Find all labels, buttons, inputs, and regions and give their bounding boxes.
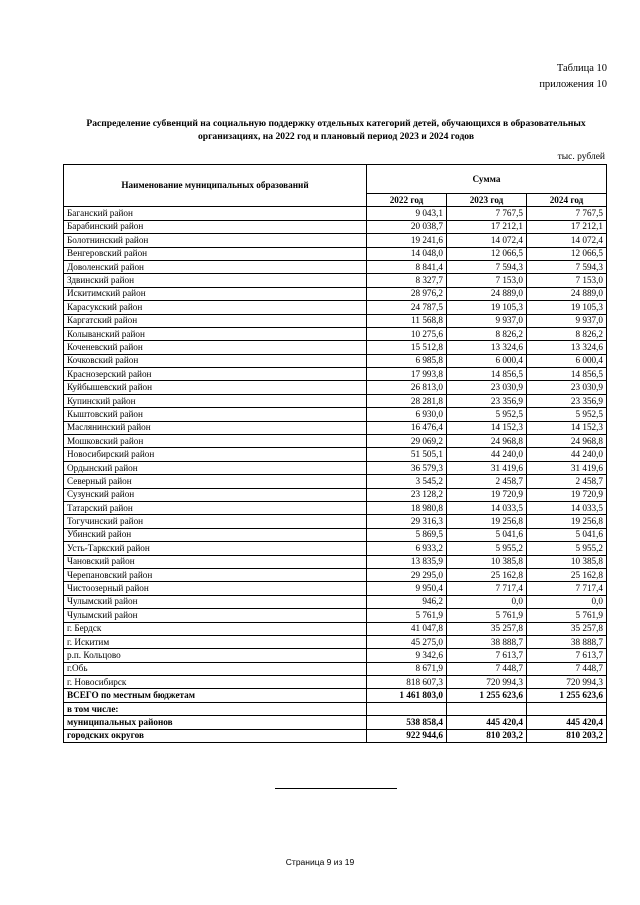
cell-2022: 19 241,6	[367, 234, 447, 247]
table-row	[64, 609, 607, 622]
cell-2023: 9 937,0	[447, 314, 527, 327]
cell-2024: 44 240,0	[527, 448, 607, 461]
urban-label: городских округов	[64, 729, 367, 742]
table-row	[64, 234, 607, 247]
cell-2023: 5 955,2	[447, 542, 527, 555]
municipal-label: муниципальных районов	[64, 716, 367, 729]
units-label: тыс. рублей	[557, 152, 605, 162]
cell-name: Татарский район	[64, 501, 367, 514]
column-header-2022: 2022 год	[367, 194, 447, 207]
cell-2022: 10 275,6	[367, 327, 447, 340]
cell-2024: 7 767,5	[527, 207, 607, 220]
cell-2023: 24 968,8	[447, 435, 527, 448]
cell-2022: 16 476,4	[367, 421, 447, 434]
cell-name: г. Бердск	[64, 622, 367, 635]
cell-2023: 5 952,5	[447, 408, 527, 421]
cell-2024: 7 613,7	[527, 649, 607, 662]
cell-2023: 19 256,8	[447, 515, 527, 528]
cell-2023: 31 419,6	[447, 461, 527, 474]
cell-name: Сузунский район	[64, 488, 367, 501]
table-row	[64, 287, 607, 300]
cell-2023: 14 856,5	[447, 368, 527, 381]
cell-2022: 13 835,9	[367, 555, 447, 568]
cell-2024: 7 717,4	[527, 582, 607, 595]
cell-2023: 14 072,4	[447, 234, 527, 247]
table-row	[64, 461, 607, 474]
cell-2022: 18 980,8	[367, 501, 447, 514]
cell-2023: 35 257,8	[447, 622, 527, 635]
table-row	[64, 274, 607, 287]
cell-2022: 51 505,1	[367, 448, 447, 461]
cell-2022: 17 993,8	[367, 368, 447, 381]
cell-2024: 6 000,4	[527, 354, 607, 367]
cell-name: Здвинский район	[64, 274, 367, 287]
cell-name: Доволенский район	[64, 260, 367, 273]
cell-2023: 38 888,7	[447, 635, 527, 648]
table-row	[64, 394, 607, 407]
cell-2023: 24 889,0	[447, 287, 527, 300]
cell-name: Барабинский район	[64, 220, 367, 233]
table-row	[64, 488, 607, 501]
cell-2022: 29 069,2	[367, 435, 447, 448]
cell-name: Кыштовский район	[64, 408, 367, 421]
cell-2022: 6 930,0	[367, 408, 447, 421]
table-row	[64, 475, 607, 488]
cell-name: Куйбышевский район	[64, 381, 367, 394]
table-row	[64, 542, 607, 555]
cell-name: Баганский район	[64, 207, 367, 220]
cell-name: г. Новосибирск	[64, 676, 367, 689]
cell-name: Кочковский район	[64, 354, 367, 367]
cell-2023: 17 212,1	[447, 220, 527, 233]
cell-2023: 13 324,6	[447, 341, 527, 354]
table-row	[64, 515, 607, 528]
cell-name: Новосибирский район	[64, 448, 367, 461]
cell-2024: 14 152,3	[527, 421, 607, 434]
cell-2024: 23 356,9	[527, 394, 607, 407]
footnote-separator	[275, 788, 397, 789]
municipal-2023: 445 420,4	[447, 716, 527, 729]
table-row	[64, 435, 607, 448]
cell-name: Ордынский район	[64, 461, 367, 474]
cell-2024: 19 105,3	[527, 301, 607, 314]
table-row	[64, 207, 607, 220]
urban-2024: 810 203,2	[527, 729, 607, 742]
cell-name: Усть-Таркский район	[64, 542, 367, 555]
cell-2023: 14 152,3	[447, 421, 527, 434]
cell-2024: 7 153,0	[527, 274, 607, 287]
cell-2023: 7 594,3	[447, 260, 527, 273]
cell-2022: 946,2	[367, 595, 447, 608]
cell-2023: 7 448,7	[447, 662, 527, 675]
table-row	[64, 354, 607, 367]
table-row	[64, 408, 607, 421]
cell-name: Венгеровский район	[64, 247, 367, 260]
municipal-2022: 538 858,4	[367, 716, 447, 729]
cell-2024: 31 419,6	[527, 461, 607, 474]
total-label: ВСЕГО по местным бюджетам	[64, 689, 367, 702]
cell-2024: 19 720,9	[527, 488, 607, 501]
table-row	[64, 676, 607, 689]
cell-2022: 26 813,0	[367, 381, 447, 394]
cell-2024: 38 888,7	[527, 635, 607, 648]
cell-2022: 9 043,1	[367, 207, 447, 220]
table-row	[64, 368, 607, 381]
cell-2022: 28 976,2	[367, 287, 447, 300]
cell-2024: 7 448,7	[527, 662, 607, 675]
table-row	[64, 622, 607, 635]
including-empty	[447, 702, 527, 715]
table-row	[64, 595, 607, 608]
table-row	[64, 635, 607, 648]
cell-2022: 14 048,0	[367, 247, 447, 260]
table-row	[64, 421, 607, 434]
table-row	[64, 582, 607, 595]
cell-2022: 29 295,0	[367, 568, 447, 581]
cell-2023: 6 000,4	[447, 354, 527, 367]
cell-name: Чановский район	[64, 555, 367, 568]
table-body	[64, 207, 607, 743]
table-row	[64, 555, 607, 568]
cell-name: Тогучинский район	[64, 515, 367, 528]
including-label: в том числе:	[64, 702, 367, 715]
table-row	[64, 381, 607, 394]
cell-2022: 5 869,5	[367, 528, 447, 541]
cell-2022: 818 607,3	[367, 676, 447, 689]
cell-2023: 14 033,5	[447, 501, 527, 514]
table-row	[64, 260, 607, 273]
cell-2024: 25 162,8	[527, 568, 607, 581]
cell-2024: 14 033,5	[527, 501, 607, 514]
including-empty	[367, 702, 447, 715]
cell-2023: 5 041,6	[447, 528, 527, 541]
cell-2024: 10 385,8	[527, 555, 607, 568]
cell-2024: 5 952,5	[527, 408, 607, 421]
cell-name: Чистоозерный район	[64, 582, 367, 595]
urban-2023: 810 203,2	[447, 729, 527, 742]
cell-name: Искитимский район	[64, 287, 367, 300]
cell-2022: 8 671,9	[367, 662, 447, 675]
table-row	[64, 662, 607, 675]
cell-2022: 3 545,2	[367, 475, 447, 488]
cell-name: Купинский район	[64, 394, 367, 407]
table-row	[64, 501, 607, 514]
cell-name: г. Искитим	[64, 635, 367, 648]
cell-2022: 28 281,8	[367, 394, 447, 407]
cell-2022: 45 275,0	[367, 635, 447, 648]
table-row	[64, 301, 607, 314]
cell-2022: 23 128,2	[367, 488, 447, 501]
cell-2024: 24 889,0	[527, 287, 607, 300]
cell-2022: 8 841,4	[367, 260, 447, 273]
total-2022: 1 461 803,0	[367, 689, 447, 702]
cell-name: Северный район	[64, 475, 367, 488]
subsidy-table	[63, 164, 607, 743]
cell-2022: 6 933,2	[367, 542, 447, 555]
cell-2022: 8 327,7	[367, 274, 447, 287]
table-row	[64, 568, 607, 581]
cell-name: Коченевский район	[64, 341, 367, 354]
cell-2023: 7 153,0	[447, 274, 527, 287]
municipal-2024: 445 420,4	[527, 716, 607, 729]
total-row	[64, 689, 607, 702]
cell-2023: 2 458,7	[447, 475, 527, 488]
document-title: Распределение субвенций на социальную поддержку отдельных категорий детей, обучающихся в образовательных организациях, на 2022 год и плановый период 2023 и 2024 годов	[86, 118, 586, 142]
cell-2024: 23 030,9	[527, 381, 607, 394]
cell-2022: 11 568,8	[367, 314, 447, 327]
table-row	[64, 448, 607, 461]
cell-name: Убинский район	[64, 528, 367, 541]
total-2023: 1 255 623,6	[447, 689, 527, 702]
cell-2023: 0,0	[447, 595, 527, 608]
cell-name: Краснозерский район	[64, 368, 367, 381]
cell-2023: 10 385,8	[447, 555, 527, 568]
table-row	[64, 247, 607, 260]
cell-name: Черепановский район	[64, 568, 367, 581]
cell-2024: 5 955,2	[527, 542, 607, 555]
cell-name: г.Обь	[64, 662, 367, 675]
table-row	[64, 314, 607, 327]
cell-name: Маслянинский район	[64, 421, 367, 434]
urban-2022: 922 944,6	[367, 729, 447, 742]
cell-2024: 5 761,9	[527, 609, 607, 622]
cell-2022: 41 047,8	[367, 622, 447, 635]
cell-name: Чулымский район	[64, 595, 367, 608]
column-header-sum: Сумма	[367, 165, 607, 194]
cell-2023: 44 240,0	[447, 448, 527, 461]
cell-2024: 7 594,3	[527, 260, 607, 273]
cell-2023: 7 767,5	[447, 207, 527, 220]
including-row	[64, 702, 607, 715]
page-number: Страница 9 из 19	[285, 857, 355, 867]
table-row	[64, 649, 607, 662]
table-row	[64, 528, 607, 541]
table-row	[64, 327, 607, 340]
total-2024: 1 255 623,6	[527, 689, 607, 702]
column-header-name: Наименование муниципальных образований	[64, 165, 367, 207]
cell-name: Болотнинский район	[64, 234, 367, 247]
cell-2023: 23 030,9	[447, 381, 527, 394]
cell-2022: 24 787,5	[367, 301, 447, 314]
column-header-2024: 2024 год	[527, 194, 607, 207]
cell-2023: 19 105,3	[447, 301, 527, 314]
cell-2023: 23 356,9	[447, 394, 527, 407]
cell-2023: 7 613,7	[447, 649, 527, 662]
urban-row	[64, 729, 607, 742]
cell-2022: 29 316,3	[367, 515, 447, 528]
column-header-2023: 2023 год	[447, 194, 527, 207]
cell-2023: 12 066,5	[447, 247, 527, 260]
appendix-number: приложения 10	[539, 79, 607, 90]
cell-2024: 12 066,5	[527, 247, 607, 260]
municipal-row	[64, 716, 607, 729]
cell-2024: 2 458,7	[527, 475, 607, 488]
cell-2022: 5 761,9	[367, 609, 447, 622]
cell-name: р.п. Кольцово	[64, 649, 367, 662]
including-empty	[527, 702, 607, 715]
table-number: Таблица 10	[556, 63, 607, 74]
cell-2023: 720 994,3	[447, 676, 527, 689]
cell-2023: 5 761,9	[447, 609, 527, 622]
cell-2024: 8 826,2	[527, 327, 607, 340]
cell-2023: 19 720,9	[447, 488, 527, 501]
cell-2024: 14 072,4	[527, 234, 607, 247]
cell-2023: 25 162,8	[447, 568, 527, 581]
cell-2024: 19 256,8	[527, 515, 607, 528]
cell-2024: 13 324,6	[527, 341, 607, 354]
cell-2022: 9 342,6	[367, 649, 447, 662]
cell-2022: 9 950,4	[367, 582, 447, 595]
cell-2023: 7 717,4	[447, 582, 527, 595]
cell-name: Каргатский район	[64, 314, 367, 327]
table-row	[64, 220, 607, 233]
cell-2023: 8 826,2	[447, 327, 527, 340]
cell-2024: 9 937,0	[527, 314, 607, 327]
cell-2024: 35 257,8	[527, 622, 607, 635]
cell-2022: 36 579,3	[367, 461, 447, 474]
cell-name: Чулымский район	[64, 609, 367, 622]
cell-2022: 15 512,8	[367, 341, 447, 354]
cell-2024: 24 968,8	[527, 435, 607, 448]
cell-2024: 17 212,1	[527, 220, 607, 233]
cell-2022: 20 038,7	[367, 220, 447, 233]
table-row	[64, 341, 607, 354]
cell-2024: 14 856,5	[527, 368, 607, 381]
cell-2024: 720 994,3	[527, 676, 607, 689]
cell-name: Карасукский район	[64, 301, 367, 314]
cell-2024: 5 041,6	[527, 528, 607, 541]
cell-name: Колыванский район	[64, 327, 367, 340]
cell-2022: 6 985,8	[367, 354, 447, 367]
cell-name: Мошковский район	[64, 435, 367, 448]
cell-2024: 0,0	[527, 595, 607, 608]
